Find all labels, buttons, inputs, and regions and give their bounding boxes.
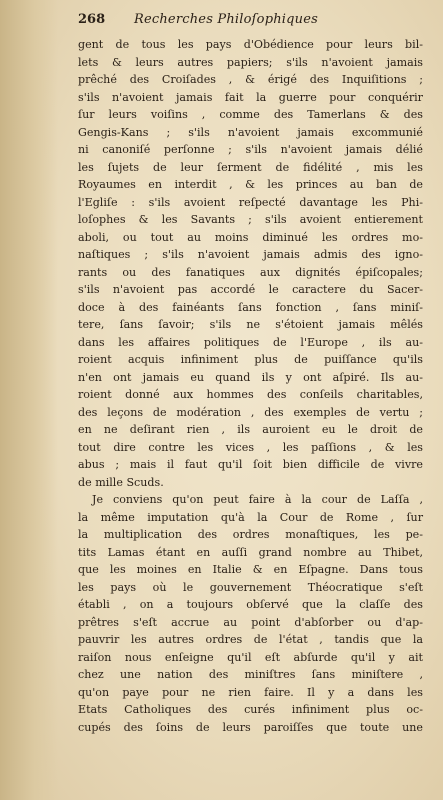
- text-line: Je conviens qu'on peut faire à la cour de Laſſa ,: [92, 493, 423, 506]
- text-line: naſtiques ; s'ils n'avoient jamais admis des igno-: [78, 248, 423, 261]
- text-line: la multiplication des ordres monaſtiques, les pe-: [78, 528, 423, 541]
- text-line: gent de tous les pays d'Obédience pour leurs bil-: [78, 38, 423, 51]
- text-line: tout dire contre les vices , les paſſions , & les: [78, 440, 423, 454]
- text-line: l'Egliſe : s'ils avoient reſpecté davantage les Phi-: [78, 195, 423, 209]
- body-text: [78, 36, 423, 736]
- text-line: tits Lamas étant en auſſi grand nombre au Thibet,: [78, 545, 423, 559]
- text-line: doce à des fainéants ſans fonction , ſans miniſ-: [78, 300, 423, 314]
- paragraph: [78, 36, 423, 491]
- text-line: cupés des ſoins de leurs paroiſſes que toute une: [78, 720, 423, 734]
- text-line: roient acquis infiniment plus de puiſſance qu'ils: [78, 353, 423, 366]
- text-line: tere, ſans ſavoir; s'ils ne s'étoient jamais mêlés: [78, 318, 423, 331]
- text-line: que les moines en Italie & en Eſpagne. Dans tous: [78, 563, 423, 576]
- text-line: raiſon nous enſeigne qu'il eſt abſurde qu'il y ait: [78, 650, 423, 664]
- text-line: aboli, ou tout au moins diminué les ordres mo-: [78, 230, 423, 244]
- text-line: Etats Catholiques des curés infiniment plus oc-: [78, 703, 423, 716]
- text-line: Gengis-Kans ; s'ils n'avoient jamais excommunié: [78, 125, 423, 139]
- text-line: roient donné aux hommes des conſeils charitables,: [78, 388, 423, 401]
- text-line: de mille Scuds.: [78, 475, 164, 489]
- text-line: les pays où le gouvernement Théocratique s'eſt: [78, 580, 423, 594]
- paragraph: [78, 491, 423, 736]
- text-line: prêtres s'eſt accrue au point d'abſorber ou d'ap-: [78, 615, 423, 629]
- text-line: ni canoniſé perſonne ; s'ils n'avoient jamais délié: [78, 143, 423, 156]
- text-line: rants ou des fanatiques aux dignités épiſcopales;: [78, 265, 423, 279]
- running-head: Recherches Philoſophiques: [134, 12, 319, 27]
- text-line: n'en ont jamais eu quand ils y ont aſpiré. Ils au-: [78, 370, 423, 384]
- text-line: s'ils n'avoient pas accordé le caractere du Sacer-: [78, 283, 423, 296]
- text-line: s'ils n'avoient jamais fait la guerre pour conquérir: [78, 90, 423, 104]
- text-line: pauvrir les autres ordres de l'état , tandis que la: [78, 633, 423, 646]
- text-line: lets & leurs autres papiers; s'ils n'avoient jamais: [78, 55, 423, 69]
- text-line: ſur leurs voiſins , comme des Tamerlans & des: [78, 108, 423, 121]
- text-line: chez une nation des miniſtres ſans miniſtere ,: [78, 668, 423, 681]
- text-line: en ne deſirant rien , ils auroient eu le droit de: [78, 423, 423, 436]
- text-line: abus ; mais il faut qu'il ſoit bien difficile de vivre: [78, 458, 423, 471]
- text-line: la même imputation qu'à la Cour de Rome , ſur: [78, 510, 423, 524]
- text-line: Royaumes en interdit , & les princes au ban de: [78, 178, 423, 191]
- text-line: dans les affaires politiques de l'Europe , ils au-: [78, 335, 423, 349]
- text-line: prêché des Croiſades , & érigé des Inquiſitions ;: [78, 73, 423, 86]
- text-line: qu'on paye pour ne rien faire. Il y a dans les: [78, 685, 423, 699]
- text-line: loſophes & les Savants ; s'ils avoient entierement: [78, 213, 423, 226]
- page-number: 268: [78, 12, 106, 27]
- page-header: [78, 12, 423, 34]
- text-line: des leçons de modération , des exemples de vertu ;: [78, 405, 423, 419]
- text-line: les ſujets de leur ſerment de fidélité , mis les: [78, 160, 423, 174]
- text-line: établi , on a toujours obſervé que la claſſe des: [78, 598, 423, 611]
